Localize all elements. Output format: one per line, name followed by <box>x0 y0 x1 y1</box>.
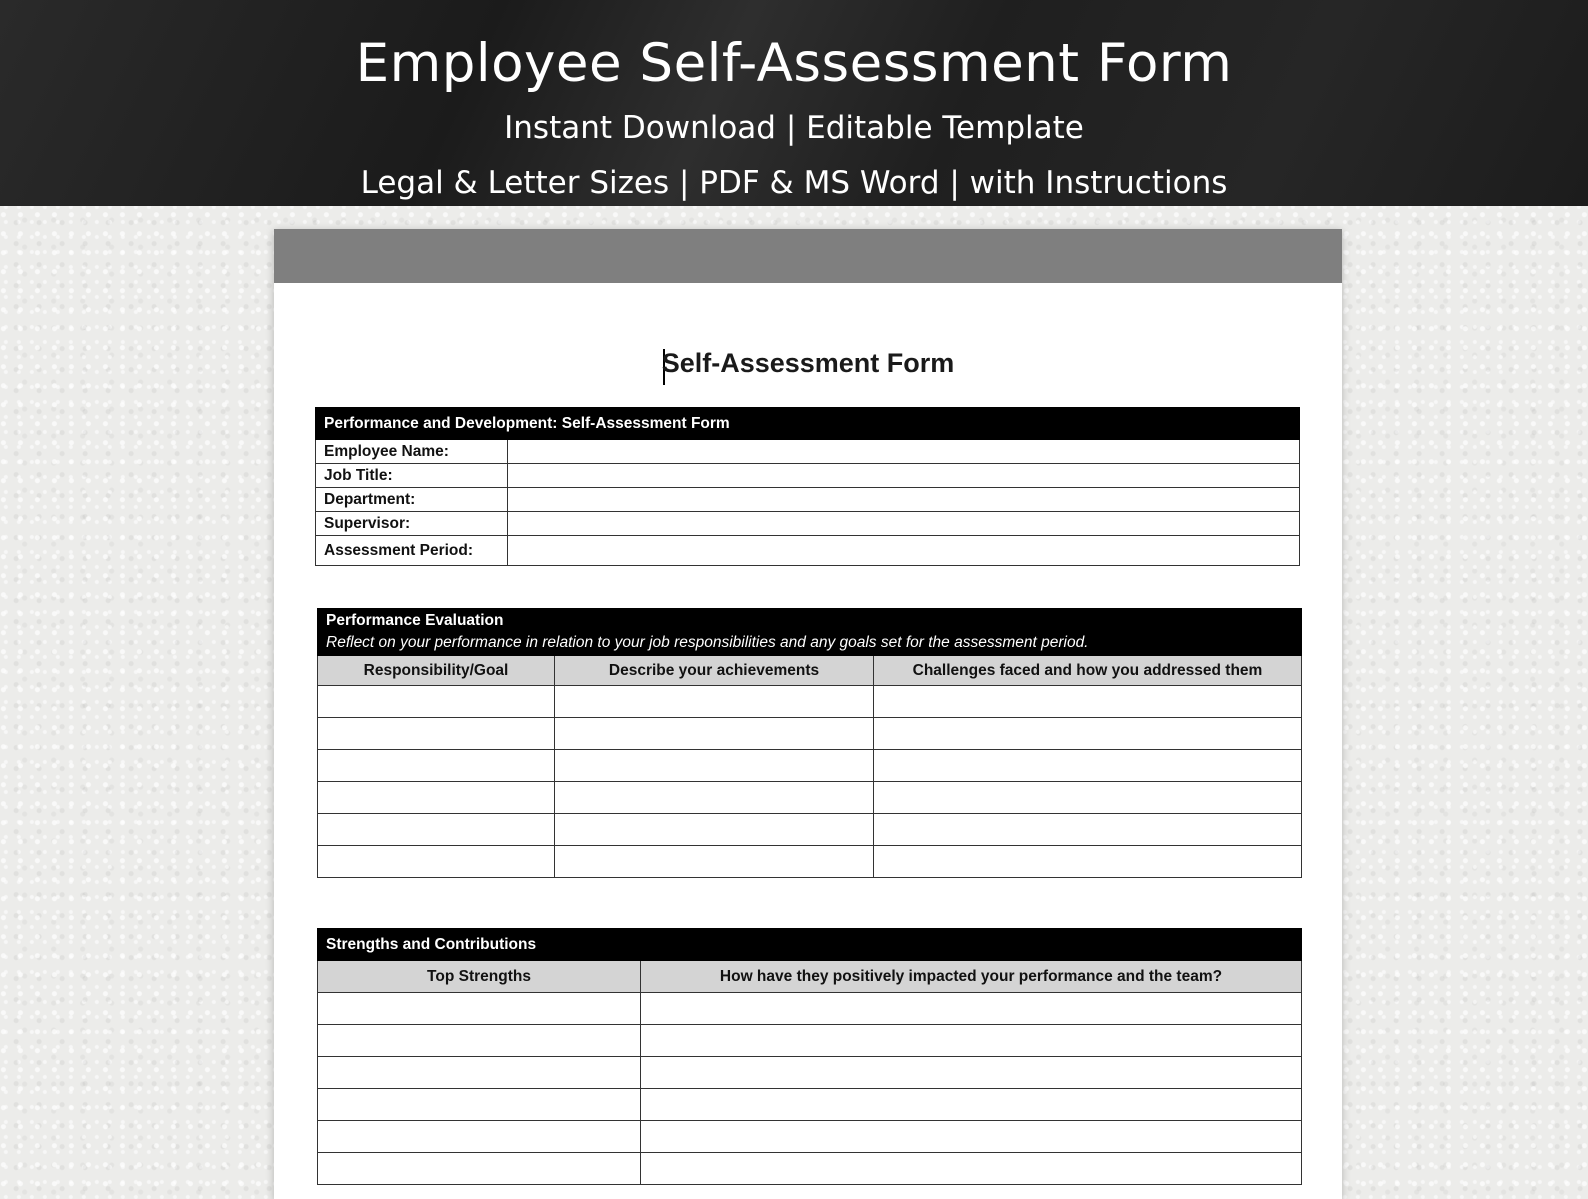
table-row <box>318 1153 1302 1185</box>
table-cell[interactable] <box>318 846 555 878</box>
table-cell[interactable] <box>318 718 555 750</box>
table-cell[interactable] <box>318 814 555 846</box>
table-cell[interactable] <box>641 1089 1302 1121</box>
table-cell[interactable] <box>555 846 874 878</box>
supervisor-field[interactable] <box>508 512 1300 536</box>
table-cell[interactable] <box>318 1025 641 1057</box>
assessment-period-field[interactable] <box>508 536 1300 566</box>
evaluation-title: Performance Evaluation <box>326 612 504 629</box>
col-responsibility-goal: Responsibility/Goal <box>318 656 555 686</box>
table-cell[interactable] <box>641 993 1302 1025</box>
supervisor-label: Supervisor: <box>316 512 508 536</box>
table-cell[interactable] <box>555 718 874 750</box>
table-row <box>318 718 1302 750</box>
table-cell[interactable] <box>555 814 874 846</box>
table-cell[interactable] <box>318 993 641 1025</box>
document-page <box>274 229 1342 1199</box>
col-achievements: Describe your achievements <box>555 656 874 686</box>
table-cell[interactable] <box>641 1153 1302 1185</box>
banner <box>0 0 1588 206</box>
table-cell[interactable] <box>641 1121 1302 1153</box>
table-cell[interactable] <box>641 1025 1302 1057</box>
table-cell[interactable] <box>318 1089 641 1121</box>
table-cell[interactable] <box>318 1121 641 1153</box>
table-cell[interactable] <box>874 686 1302 718</box>
department-label: Department: <box>316 488 508 512</box>
table-row <box>318 750 1302 782</box>
table-row <box>318 1025 1302 1057</box>
evaluation-header <box>318 609 1302 656</box>
table-row <box>318 1057 1302 1089</box>
evaluation-instruction: Reflect on your performance in relation to your job responsibilities and any goals set for the assessment period. <box>326 634 1089 651</box>
banner-subtitle-formats: Instant Download | Editable Template <box>504 110 1084 146</box>
table-cell[interactable] <box>874 846 1302 878</box>
col-impact: How have they positively impacted your performance and the team? <box>641 961 1302 993</box>
table-cell[interactable] <box>318 1153 641 1185</box>
page-header-bar <box>274 229 1342 283</box>
table-cell[interactable] <box>874 750 1302 782</box>
strengths-header: Strengths and Contributions <box>318 929 1302 961</box>
table-row <box>318 782 1302 814</box>
table-row <box>318 814 1302 846</box>
table-row <box>318 1089 1302 1121</box>
table-cell[interactable] <box>874 814 1302 846</box>
table-cell[interactable] <box>874 782 1302 814</box>
banner-title: Employee Self-Assessment Form <box>355 33 1233 94</box>
employee-name-field[interactable] <box>508 440 1300 464</box>
document-title: Self-Assessment Form <box>661 348 955 378</box>
performance-evaluation-table <box>317 608 1302 878</box>
table-cell[interactable] <box>641 1057 1302 1089</box>
table-row <box>318 993 1302 1025</box>
assessment-period-label: Assessment Period: <box>316 536 508 566</box>
table-cell[interactable] <box>318 1057 641 1089</box>
col-top-strengths: Top Strengths <box>318 961 641 993</box>
table-row <box>318 1121 1302 1153</box>
table-cell[interactable] <box>555 750 874 782</box>
table-cell[interactable] <box>874 718 1302 750</box>
table-cell[interactable] <box>318 686 555 718</box>
col-challenges: Challenges faced and how you addressed them <box>874 656 1302 686</box>
employee-name-label: Employee Name: <box>316 440 508 464</box>
info-table-header: Performance and Development: Self-Assessment Form <box>316 408 1300 440</box>
strengths-table <box>317 928 1302 1185</box>
table-cell[interactable] <box>318 782 555 814</box>
table-row <box>318 846 1302 878</box>
table-row <box>318 686 1302 718</box>
employee-info-table <box>315 407 1300 566</box>
banner-subtitle-sizes: Legal & Letter Sizes | PDF & MS Word | with Instructions <box>360 165 1228 201</box>
table-cell[interactable] <box>555 782 874 814</box>
job-title-label: Job Title: <box>316 464 508 488</box>
table-cell[interactable] <box>555 686 874 718</box>
job-title-field[interactable] <box>508 464 1300 488</box>
department-field[interactable] <box>508 488 1300 512</box>
table-cell[interactable] <box>318 750 555 782</box>
